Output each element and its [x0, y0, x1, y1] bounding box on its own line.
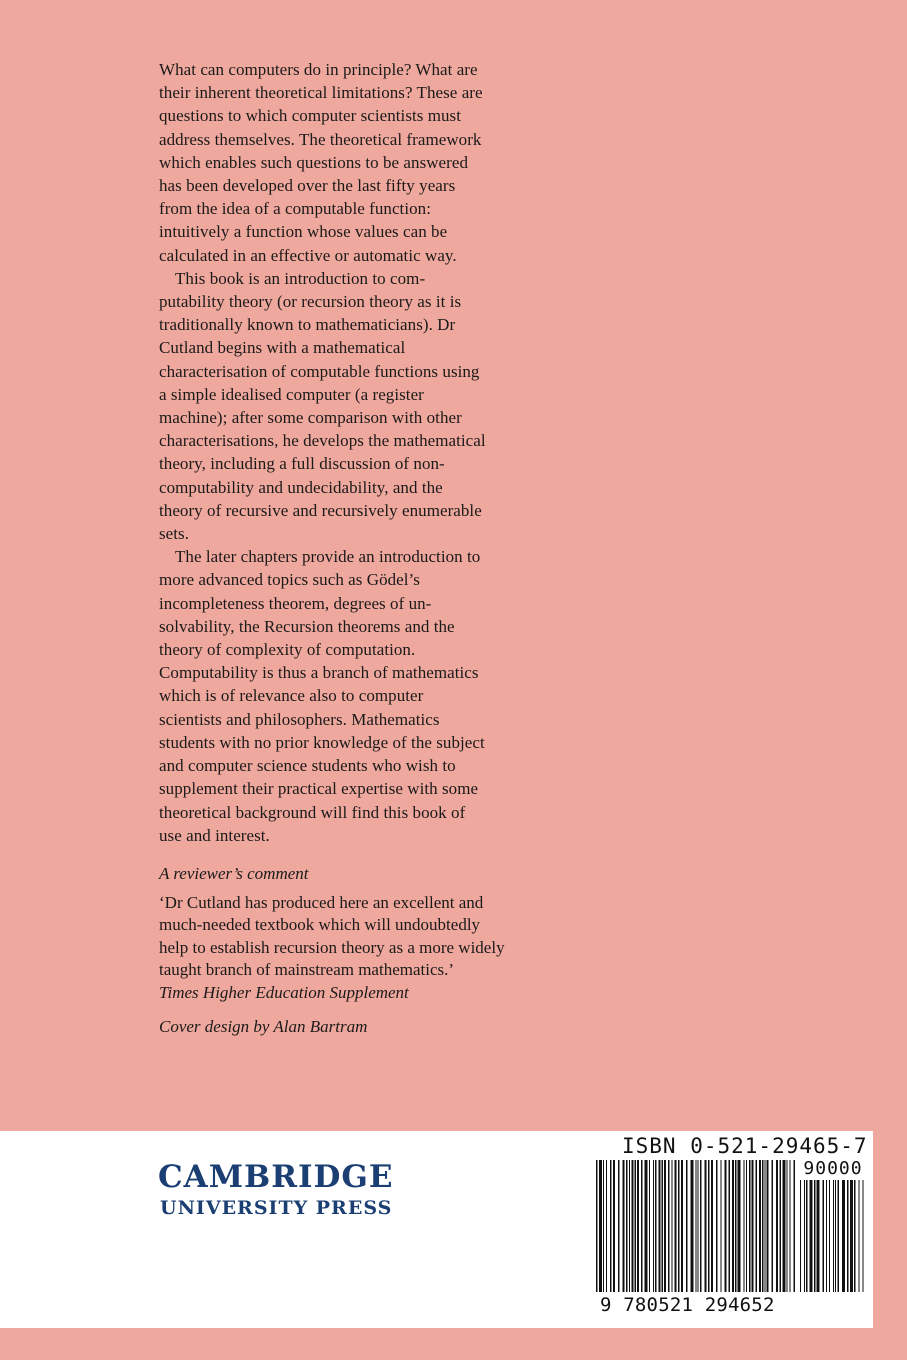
barcode-bar: [664, 1160, 666, 1292]
blurb-line: which enables such questions to be answered: [159, 152, 469, 172]
blurb-line: characterisations, he develops the mathematical: [159, 431, 486, 451]
barcode-bar: [668, 1160, 670, 1292]
barcode-bar: [735, 1160, 737, 1292]
review-heading: A reviewer’s comment: [159, 864, 309, 883]
barcode-bar: [817, 1180, 820, 1292]
publisher-logo: [158, 1160, 394, 1219]
blurb-line: This book is an introduction to com-: [175, 268, 426, 288]
barcode-bar: [635, 1160, 637, 1292]
barcode-bar: [859, 1180, 860, 1292]
publisher-name: CAMBRIDGE: [158, 1159, 394, 1195]
blurb-line: has been developed over the last fifty years: [159, 176, 456, 196]
barcode-bar: [756, 1160, 758, 1292]
blurb-line: solvability, the Recursion theorems and the: [159, 616, 455, 636]
blurb-line: theoretical background will find this book of: [159, 802, 466, 822]
review-line: taught branch of mainstream mathematics.’: [159, 960, 455, 979]
barcode-bar: [632, 1160, 634, 1292]
barcode-bar: [759, 1160, 761, 1292]
blurb-line: scientists and philosophers. Mathematics: [159, 709, 440, 729]
blurb-paragraph-3: [159, 545, 559, 847]
blurb-line: students with no prior knowledge of the subject: [159, 732, 485, 752]
barcode-bar: [678, 1160, 680, 1292]
barcode-bar: [847, 1180, 849, 1292]
barcode-bar: [603, 1160, 604, 1292]
barcode-bar: [662, 1160, 664, 1292]
barcode-bar: [645, 1160, 648, 1292]
publisher-subtitle: UNIVERSITY PRESS: [160, 1197, 393, 1219]
barcode-bar: [790, 1160, 791, 1292]
barcode-bar: [826, 1180, 827, 1292]
blurb-line: and computer science students who wish to: [159, 756, 456, 776]
barcode-bar: [787, 1160, 788, 1292]
barcode-bar: [772, 1160, 774, 1292]
barcode-bar: [752, 1160, 754, 1292]
price-addon-barcode: [800, 1180, 864, 1292]
price-addon-digits: 90000: [803, 1158, 863, 1179]
barcode-bar: [596, 1160, 598, 1292]
barcode-bar: [711, 1160, 713, 1292]
blurb-line: supplement their practical expertise with some: [159, 779, 479, 799]
barcode-bar: [780, 1160, 782, 1292]
barcode-bar: [863, 1180, 864, 1292]
barcode-bar: [804, 1180, 805, 1292]
barcode-bar: [623, 1160, 625, 1292]
blurb-line: incompleteness theorem, degrees of un-: [159, 593, 432, 613]
blurb-paragraph-2: [159, 267, 559, 545]
isbn-label: ISBN 0-521-29465-7: [622, 1134, 868, 1158]
blurb-line: from the idea of a computable function:: [159, 199, 431, 219]
barcode-bar: [838, 1180, 840, 1292]
ean-barcode: [596, 1160, 796, 1292]
barcode-bar: [641, 1160, 643, 1292]
blurb-line: The later chapters provide an introduction to: [175, 547, 481, 567]
barcode-bar: [681, 1160, 683, 1292]
barcode-bar: [629, 1160, 630, 1292]
barcode-bar: [698, 1160, 699, 1292]
ean-digits: 9 780521 294652: [600, 1294, 775, 1316]
blurb: [159, 58, 559, 847]
barcode-bar: [732, 1160, 734, 1292]
blurb-line: more advanced topics such as Gödel’s: [159, 570, 420, 590]
barcode-bar: [794, 1160, 796, 1292]
blurb-line: their inherent theoretical limitations? These are: [159, 83, 483, 103]
barcode-bar: [606, 1160, 607, 1292]
barcode-bar: [800, 1180, 801, 1292]
barcode-bar: [833, 1180, 834, 1292]
barcode-bar: [765, 1160, 766, 1292]
barcode-bar: [659, 1160, 661, 1292]
barcode-bar: [653, 1160, 654, 1292]
blurb-line: characterisation of computable functions using: [159, 361, 480, 381]
blurb-line: Cutland begins with a mathematical: [159, 338, 406, 358]
barcode-bar: [725, 1160, 727, 1292]
barcode-bar: [850, 1180, 853, 1292]
barcode-bar: [691, 1160, 694, 1292]
barcode-bar: [842, 1180, 845, 1292]
barcode-bar: [626, 1160, 628, 1292]
barcode-bar: [610, 1160, 612, 1292]
review-line: much-needed textbook which will undoubtedly: [159, 915, 481, 934]
reviewer-comment: [159, 863, 579, 1004]
barcode-bar: [829, 1180, 830, 1292]
barcode-bar: [655, 1160, 657, 1292]
barcode-bar: [708, 1160, 710, 1292]
barcode-bar: [716, 1160, 718, 1292]
blurb-line: theory, including a full discussion of non-: [159, 454, 445, 474]
blurb-line: What can computers do in principle? What are: [159, 60, 478, 79]
barcode-bar: [746, 1160, 747, 1292]
blurb-line: intuitively a function whose values can be: [159, 222, 448, 242]
barcode-bar: [776, 1160, 778, 1292]
blurb-line: address themselves. The theoretical framework: [159, 129, 482, 149]
barcode-bar: [810, 1180, 813, 1292]
blurb-line: calculated in an effective or automatic way.: [159, 245, 457, 265]
barcode-bar: [762, 1160, 764, 1292]
barcode-bar: [744, 1160, 745, 1292]
barcode-bar: [835, 1180, 836, 1292]
barcode-bar: [749, 1160, 751, 1292]
barcode-bar: [637, 1160, 639, 1292]
blurb-line: which is of relevance also to computer: [159, 686, 424, 706]
blurb-line: machine); after some comparison with other: [159, 408, 462, 428]
barcode-bar: [823, 1180, 825, 1292]
review-line: help to establish recursion theory as a more widely: [159, 937, 505, 957]
blurb-line: theory of complexity of computation.: [159, 640, 416, 660]
blurb-line: a simple idealised computer (a register: [159, 384, 424, 404]
barcode-bar: [721, 1160, 722, 1292]
blurb-line: Computability is thus a branch of mathematics: [159, 663, 479, 683]
blurb-line: computability and undecidability, and the: [159, 477, 443, 497]
barcode-bar: [806, 1180, 808, 1292]
blurb-line: theory of recursive and recursively enumerable: [159, 500, 482, 520]
blurb-paragraph-1: [159, 58, 559, 267]
barcode-bar: [672, 1160, 673, 1292]
barcode-bar: [696, 1160, 697, 1292]
barcode-bar: [613, 1160, 615, 1292]
blurb-line: questions to which computer scientists must: [159, 106, 461, 126]
barcode-bar: [854, 1180, 856, 1292]
review-line: ‘Dr Cutland has produced here an excellent and: [159, 892, 484, 912]
blurb-line: sets.: [159, 524, 189, 544]
barcode-bar: [618, 1160, 620, 1292]
barcode-bar: [649, 1160, 650, 1292]
barcode-bar: [738, 1160, 741, 1292]
barcode-bar: [705, 1160, 707, 1292]
barcode-bar: [675, 1160, 677, 1292]
cover-design-credit: Cover design by Alan Bartram: [159, 1017, 368, 1036]
blurb-line: putability theory (or recursion theory as it is: [159, 292, 462, 312]
barcode-bar: [767, 1160, 769, 1292]
review-source: Times Higher Education Supplement: [159, 982, 409, 1002]
barcode-bar: [729, 1160, 731, 1292]
barcode-bar: [783, 1160, 786, 1292]
barcode-bar: [814, 1180, 816, 1292]
blurb-line: use and interest.: [159, 825, 270, 845]
barcode-bar: [700, 1160, 702, 1292]
blurb-line: traditionally known to mathematicians). Dr: [159, 315, 456, 335]
barcode-bar: [686, 1160, 688, 1292]
barcode-bar: [599, 1160, 602, 1292]
